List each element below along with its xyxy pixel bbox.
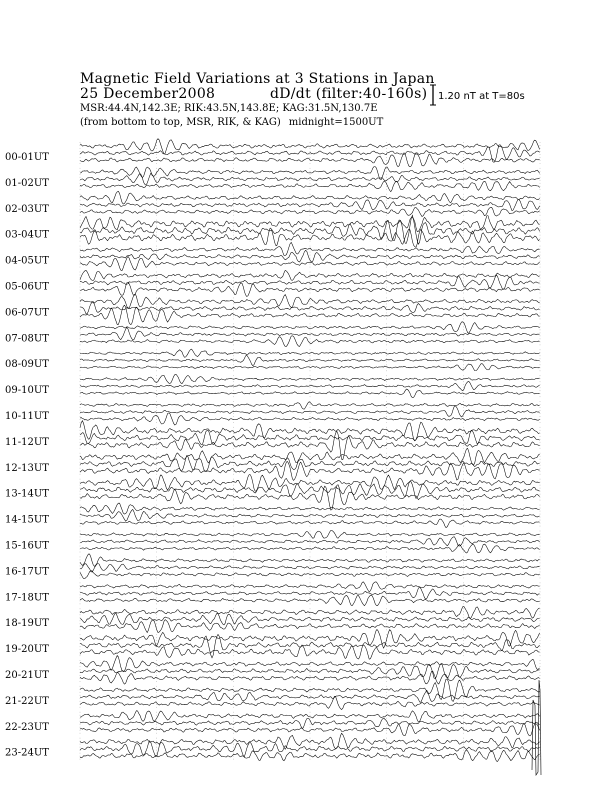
hour-label: 08-09UT — [5, 359, 49, 371]
hour-label: 04-05UT — [5, 255, 49, 267]
trace-msr — [80, 671, 540, 684]
trace-msr — [80, 181, 540, 191]
trace-rik — [80, 456, 540, 472]
hour-label: 19-20UT — [5, 644, 49, 656]
trace-rik — [80, 482, 540, 499]
hour-label: 15-16UT — [5, 540, 49, 552]
trace-msr — [80, 723, 540, 736]
trace-msr — [80, 228, 540, 247]
trace-kag — [80, 554, 540, 566]
hour-label: 14-15UT — [5, 514, 49, 526]
trace-kag — [80, 191, 540, 204]
hour-label: 17-18UT — [5, 592, 49, 604]
hour-label: 03-04UT — [5, 229, 49, 241]
chart-filter: dD/dt (filter:40-160s) — [270, 86, 428, 102]
hour-label: 02-03UT — [5, 203, 49, 215]
trace-kag — [80, 475, 540, 492]
hour-label: 21-22UT — [5, 695, 49, 707]
hour-label: 22-23UT — [5, 721, 49, 733]
hour-label: 05-06UT — [5, 281, 49, 293]
trace-rik — [80, 564, 540, 573]
hour-label: 01-02UT — [5, 177, 49, 189]
hour-label: 13-14UT — [5, 488, 49, 500]
trace-msr — [80, 413, 540, 425]
trace-rik — [80, 327, 540, 339]
scale-label: 1.20 nT at T=80s — [438, 91, 525, 102]
hour-label: 12-13UT — [5, 462, 49, 474]
chart-title: Magnetic Field Variations at 3 Stations in Japan — [80, 71, 435, 87]
hour-label: 10-11UT — [5, 411, 49, 422]
hour-label: 00-01UT — [5, 152, 49, 163]
midnight-note: midnight=1500UT — [288, 117, 384, 128]
hour-label: 07-08UT — [5, 333, 49, 345]
hour-label: 09-10UT — [5, 385, 49, 397]
hour-label: 06-07UT — [5, 307, 49, 319]
hour-label: 23-24UT — [5, 747, 49, 759]
trace-msr — [80, 620, 540, 633]
trace-rik — [80, 537, 540, 546]
hour-label: 20-21UT — [5, 670, 49, 681]
hour-label: 11-12UT — [5, 436, 49, 448]
trace-kag — [80, 421, 540, 441]
trace-rik — [80, 381, 540, 390]
trace-rik — [80, 741, 540, 757]
trace-rik — [80, 355, 540, 365]
station-coordinates: MSR:44.4N,142.3E; RIK:43.5N,143.8E; KAG:31.5N,130.7E — [80, 103, 378, 114]
trace-msr — [80, 462, 540, 481]
hour-label: 18-19UT — [5, 618, 49, 630]
chart-date: 25 December2008 — [80, 86, 216, 102]
trace-kag — [80, 630, 540, 648]
station-order-note: (from bottom to top, MSR, RIK, & KAG) — [80, 117, 281, 128]
trace-rik — [80, 215, 540, 244]
hour-label: 16-17UT — [5, 566, 49, 578]
